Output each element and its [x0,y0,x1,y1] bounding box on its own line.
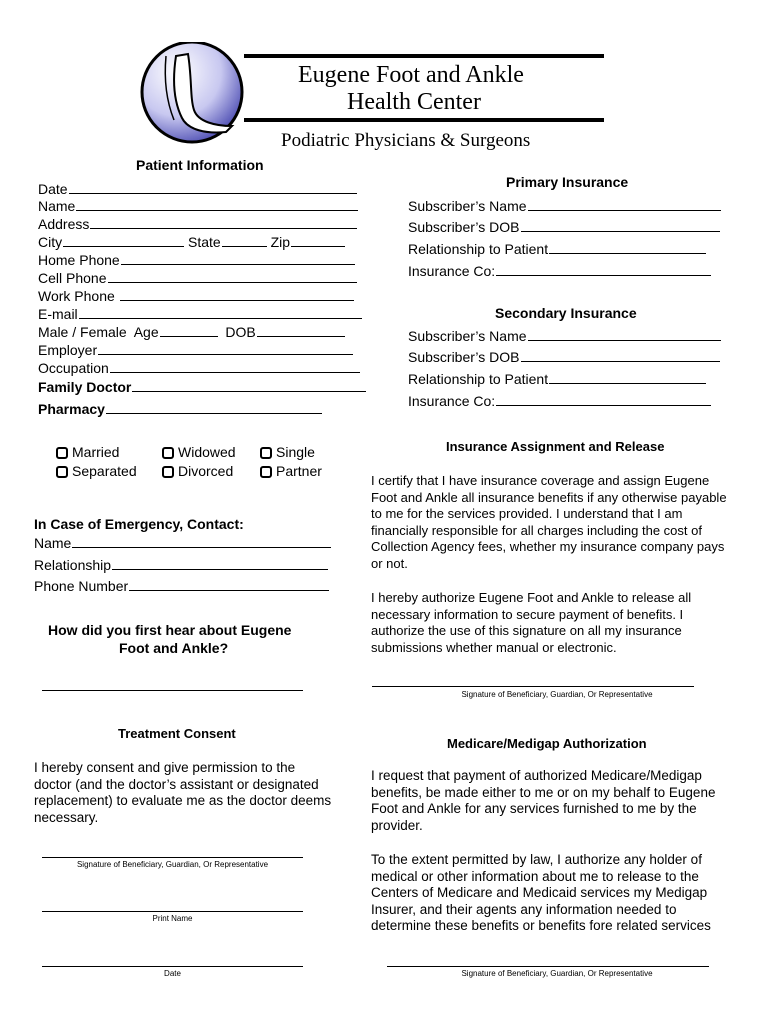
checkbox-widowed[interactable] [162,444,236,460]
checkbox-icon[interactable] [56,447,68,459]
home-phone-label: Home Phone [38,252,120,268]
checkbox-single[interactable] [260,444,315,460]
sex-age-label: Male / Female Age [38,324,159,340]
address-label: Address [38,216,90,232]
work-phone-label: Work Phone [38,288,115,304]
referral-question-line2: Foot and Ankle? [119,640,229,656]
cell-phone-label: Cell Phone [38,270,107,286]
partner-label: Partner [276,463,322,479]
date-field[interactable] [38,180,357,198]
secondary-subscriber-dob-label: Subscriber’s DOB [408,349,520,365]
assignment-signature-line[interactable] [372,686,694,687]
assignment-heading: Insurance Assignment and Release [446,439,665,454]
checkbox-icon[interactable] [162,466,174,478]
primary-relationship-field[interactable] [408,240,706,258]
medicare-signature-label: Signature of Beneficiary, Guardian, Or Representative [461,969,653,978]
home-phone-field[interactable] [38,251,355,269]
emergency-relationship-field[interactable] [34,556,328,574]
date-label-small: Date [164,969,181,978]
assignment-paragraph-1: I certify that I have insurance coverage and assign Eugene Foot and Ankle all insurance benefits if any otherwise payable to me for the services provided. I understand that I am financially responsible for all charges including the cost of Collection Agency fees, whether my insurance company pays or not. [371,473,727,571]
primary-insurance-co-field[interactable] [408,262,711,280]
checkbox-separated[interactable] [56,463,137,479]
treatment-consent-heading: Treatment Consent [118,726,236,741]
pharmacy-field[interactable] [38,400,322,418]
assignment-signature-label: Signature of Beneficiary, Guardian, Or Representative [461,690,653,699]
checkbox-partner[interactable] [260,463,322,479]
referral-question-line1: How did you first hear about Eugene [48,622,292,638]
email-label: E-mail [38,306,78,322]
secondary-relationship-field[interactable] [408,370,706,388]
medicare-paragraph-2: To the extent permitted by law, I authorize any holder of medical or other information about me to release to the Centers of Medicare and Medicaid services my Medigap Insurer, and their agents any information needed to determine these benefits or benefits fore related services [371,852,711,933]
consent-signature-line[interactable] [42,857,303,858]
address-field[interactable] [38,215,357,233]
primary-insurance-co-label: Insurance Co: [408,263,496,279]
widowed-label: Widowed [178,444,236,460]
emergency-relationship-label: Relationship [34,557,112,573]
assignment-paragraph-2: I hereby authorize Eugene Foot and Ankle to release all necessary information to secure payment of benefits. I authorize the use of this signature on all my insurance submissions whether manual or electronic. [371,590,692,655]
email-field[interactable] [38,305,362,323]
checkbox-divorced[interactable] [162,463,233,479]
medicare-signature-line[interactable] [387,966,709,967]
secondary-insurance-co-label: Insurance Co: [408,393,496,409]
city-label: City [38,234,63,250]
clinic-tagline: Podiatric Physicians & Surgeons [281,130,531,151]
emergency-phone-label: Phone Number [34,578,129,594]
sex-age-dob-field[interactable] [38,323,345,341]
clinic-name-line2: Health Center [347,89,481,115]
employer-field[interactable] [38,341,353,359]
name-field[interactable] [38,197,358,215]
cell-phone-field[interactable] [38,269,357,287]
divorced-label: Divorced [178,463,234,479]
primary-subscriber-name-label: Subscriber’s Name [408,198,527,214]
primary-subscriber-name-field[interactable] [408,197,721,215]
checkbox-icon[interactable] [260,466,272,478]
single-label: Single [276,444,315,460]
zip-label: Zip [270,234,291,250]
consent-date-line[interactable] [42,966,303,967]
primary-subscriber-dob-field[interactable] [408,218,720,236]
secondary-subscriber-dob-field[interactable] [408,348,720,366]
name-label: Name [38,198,76,214]
clinic-name-line1: Eugene Foot and Ankle [298,62,524,88]
work-phone-field[interactable] [38,287,354,305]
emergency-name-label: Name [34,535,72,551]
checkbox-icon[interactable] [56,466,68,478]
married-label: Married [72,444,120,460]
emergency-heading: In Case of Emergency, Contact: [34,516,244,532]
medicare-paragraph-1: I request that payment of authorized Medicare/Medigap benefits, be made either to me or on my behalf to Eugene Foot and Ankle for any services furnished to me by the provider. [371,768,716,833]
referral-answer-line[interactable] [42,690,303,691]
date-label: Date [38,181,68,197]
consent-signature-label: Signature of Beneficiary, Guardian, Or Representative [76,860,269,869]
print-name-label: Print Name [152,914,193,923]
family-doctor-field[interactable] [38,378,366,396]
secondary-subscriber-name-label: Subscriber’s Name [408,328,527,344]
dob-label: DOB [225,324,256,340]
family-doctor-label: Family Doctor [38,379,132,395]
state-label: State [188,234,221,250]
medicare-heading: Medicare/Medigap Authorization [447,736,647,751]
secondary-insurance-co-field[interactable] [408,392,711,410]
occupation-label: Occupation [38,360,109,376]
employer-label: Employer [38,342,98,358]
occupation-field[interactable] [38,359,360,377]
consent-print-name-line[interactable] [42,911,303,912]
checkbox-icon[interactable] [260,447,272,459]
emergency-phone-field[interactable] [34,577,329,595]
city-state-zip-field[interactable] [38,233,345,251]
patient-info-heading: Patient Information [136,157,264,173]
secondary-subscriber-name-field[interactable] [408,327,721,345]
checkbox-icon[interactable] [162,447,174,459]
emergency-name-field[interactable] [34,534,331,552]
treatment-consent-text: I hereby consent and give permission to the doctor (and the doctor’s assistant or designated replacement) to evaluate me as the doctor deems necessary. [34,760,332,825]
primary-insurance-heading: Primary Insurance [506,174,629,190]
primary-relationship-label: Relationship to Patient [408,241,549,257]
separated-label: Separated [72,463,137,479]
primary-subscriber-dob-label: Subscriber’s DOB [408,219,520,235]
checkbox-married[interactable] [56,444,119,460]
pharmacy-label: Pharmacy [38,401,105,417]
secondary-insurance-heading: Secondary Insurance [495,305,637,321]
secondary-relationship-label: Relationship to Patient [408,371,549,387]
